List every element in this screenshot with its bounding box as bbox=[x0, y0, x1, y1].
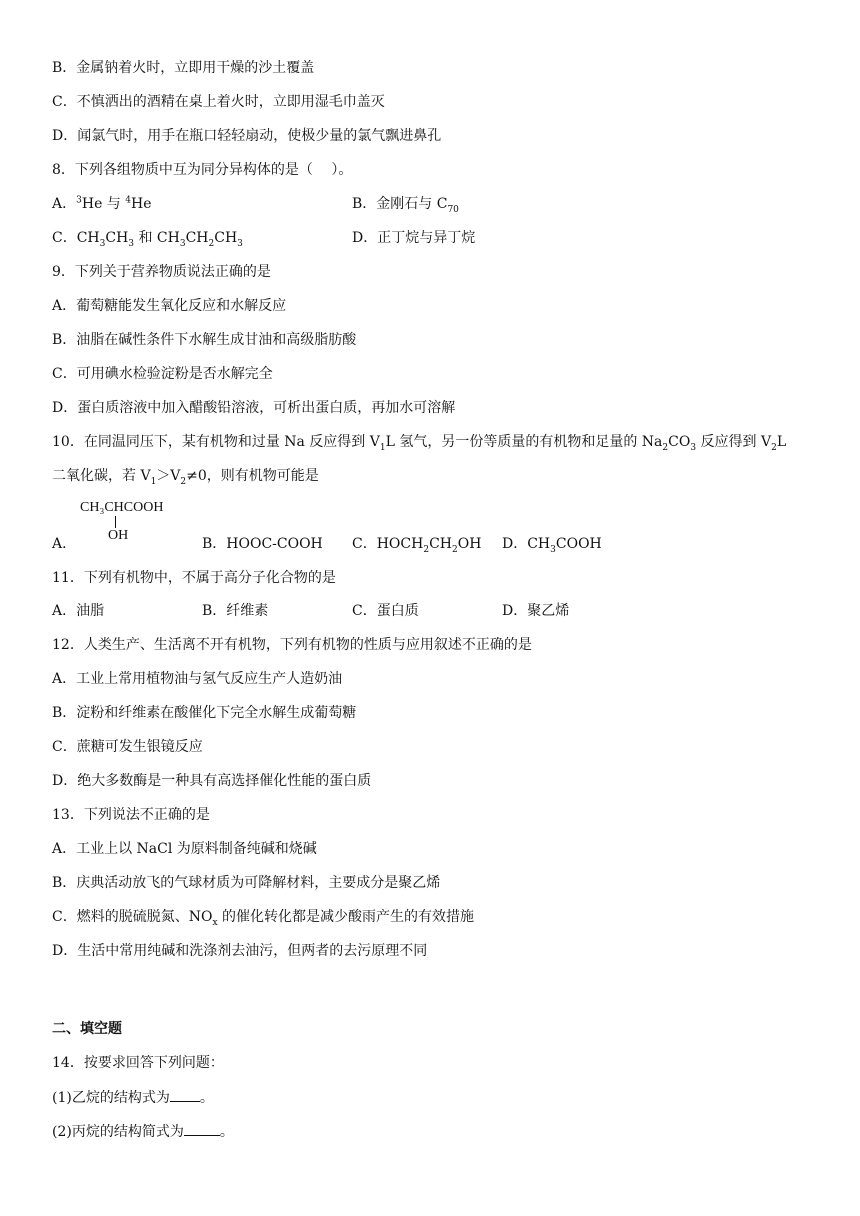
q10-stem-line1: 10．在同温同压下，某有机物和过量 Na 反应得到 $V_1L$ 氢气，另一份等质量的有机物和足量的 $Na_2CO_3$ 反应得到 $V_2L$ bbox=[52, 434, 787, 453]
q9-option-a: A．葡萄糖能发生氧化反应和水解反应 bbox=[52, 298, 287, 314]
q12-option-a: A．工业上常用植物油与氢气反应生产人造奶油 bbox=[52, 671, 343, 687]
q11-option-a: A．油脂 bbox=[52, 603, 105, 619]
structure-bond bbox=[115, 516, 116, 528]
q8-option-d: D．正丁烷与异丁烷 bbox=[352, 230, 476, 246]
q7-option-b: B．金属钠着火时，立即用干燥的沙土覆盖 bbox=[52, 60, 315, 76]
q12-option-d: D．绝大多数酶是一种具有高选择催化性能的蛋白质 bbox=[52, 773, 372, 789]
q12-option-b: B．淀粉和纤维素在酸催化下完全水解生成葡萄糖 bbox=[52, 705, 357, 721]
q13-stem: 13．下列说法不正确的是 bbox=[52, 807, 210, 823]
q11-option-b: B．纤维素 bbox=[202, 603, 269, 619]
structure-main-chain: CH₃CHCOOH bbox=[80, 500, 164, 515]
q7-option-d: D．闻氯气时，用手在瓶口轻轻扇动，使极少量的氯气飘进鼻孔 bbox=[52, 128, 442, 144]
q13-option-b: B．庆典活动放飞的气球材质为可降解材料，主要成分是聚乙烯 bbox=[52, 875, 441, 891]
q14-stem: 14．按要求回答下列问题： bbox=[52, 1055, 224, 1071]
q9-stem: 9．下列关于营养物质说法正确的是 bbox=[52, 264, 271, 280]
q10-option-c: C．$HOCH_2CH_2OH$ bbox=[352, 536, 482, 555]
structure-oh-group: OH bbox=[108, 528, 129, 543]
q13-option-c: C．燃料的脱硫脱氮、$NO_x$ 的催化转化都是减少酸雨产生的有效措施 bbox=[52, 909, 474, 928]
q14-part2: (2)丙烷的结构简式为 。 bbox=[52, 1121, 234, 1142]
q13-option-a: A．工业上以 NaCl 为原料制备纯碱和烧碱 bbox=[52, 841, 317, 857]
q12-option-c: C．蔗糖可发生银镜反应 bbox=[52, 739, 203, 755]
q7-option-c: C．不慎洒出的酒精在桌上着火时，立即用湿毛巾盖灭 bbox=[52, 94, 385, 110]
q8-option-a: A．$^3$He 与 $^4$He bbox=[52, 195, 152, 212]
q10-option-d: D．$CH_3COOH$ bbox=[502, 536, 602, 555]
q10-option-a-label: A． bbox=[52, 536, 77, 552]
answer-blank-1[interactable] bbox=[170, 1087, 200, 1102]
q11-option-d: D．聚乙烯 bbox=[502, 603, 570, 619]
q8-option-c: C．$CH_3CH_3$ 和 $CH_3CH_2CH_3$ bbox=[52, 230, 243, 249]
section-heading: 二、填空题 bbox=[52, 1021, 122, 1037]
q8-option-b: B．金刚石与 $C_{70}$ bbox=[352, 196, 459, 215]
lactic-acid-structure bbox=[80, 500, 164, 543]
q11-stem: 11．下列有机物中，不属于高分子化合物的是 bbox=[52, 570, 336, 586]
q10-option-b: B．HOOC-COOH bbox=[202, 536, 323, 552]
q9-option-d: D．蛋白质溶液中加入醋酸铅溶液，可析出蛋白质，再加水可溶解 bbox=[52, 400, 456, 416]
q9-option-c: C．可用碘水检验淀粉是否水解完全 bbox=[52, 366, 273, 382]
q14-part1: (1)乙烷的结构式为 。 bbox=[52, 1087, 214, 1108]
q13-option-d: D．生活中常用纯碱和洗涤剂去油污，但两者的去污原理不同 bbox=[52, 943, 428, 959]
q9-option-b: B．油脂在碱性条件下水解生成甘油和高级脂肪酸 bbox=[52, 332, 357, 348]
answer-blank-2[interactable] bbox=[184, 1121, 220, 1136]
q8-stem: 8．下列各组物质中互为同分异构体的是（ ）。 bbox=[52, 162, 353, 178]
q10-stem-line2: 二氧化碳，若 $V_1>V_2\ne 0$，则有机物可能是 bbox=[52, 468, 319, 487]
q12-stem: 12．人类生产、生活离不开有机物，下列有机物的性质与应用叙述不正确的是 bbox=[52, 637, 532, 653]
q11-option-c: C．蛋白质 bbox=[352, 603, 419, 619]
